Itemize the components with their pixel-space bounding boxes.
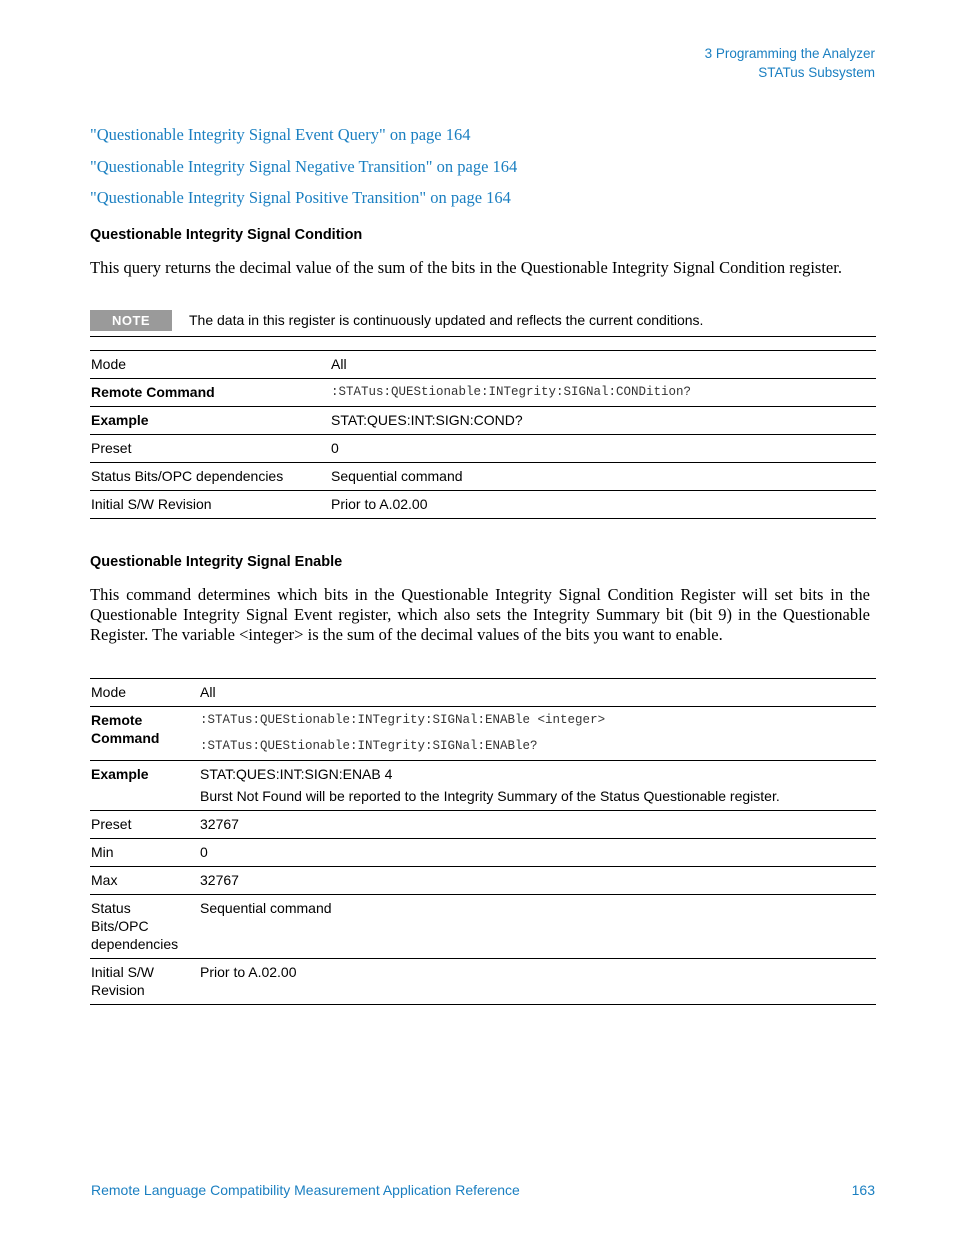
row-value: 32767: [199, 867, 876, 895]
enable-heading: Questionable Integrity Signal Enable: [90, 554, 343, 570]
table-row: [90, 839, 876, 867]
table-row: [90, 959, 876, 1005]
link-event-query[interactable]: "Questionable Integrity Signal Event Query" on page 164: [90, 125, 471, 144]
row-value: All: [330, 351, 876, 379]
table-row: [90, 811, 876, 839]
table-row: [90, 491, 876, 519]
row-label: Example: [90, 761, 199, 811]
section-title: STATus Subsystem: [758, 65, 875, 80]
row-value: Prior to A.02.00: [199, 959, 876, 1005]
link-positive-transition[interactable]: "Questionable Integrity Signal Positive Transition" on page 164: [90, 188, 511, 207]
row-label: Initial S/W Revision: [90, 491, 330, 519]
table-row: [90, 867, 876, 895]
chapter-title: 3 Programming the Analyzer: [704, 46, 875, 61]
condition-heading: Questionable Integrity Signal Condition: [90, 227, 363, 243]
row-label: Remote Command: [90, 379, 330, 407]
related-links: [90, 125, 517, 220]
row-label: Max: [90, 867, 199, 895]
row-value: STAT:QUES:INT:SIGN:ENAB 4 Burst Not Found will be reported to the Integrity Summary of the Status Questionable register.: [199, 761, 876, 811]
row-value: 0: [199, 839, 876, 867]
row-value: Sequential command: [330, 463, 876, 491]
row-label: Mode: [90, 679, 199, 707]
row-label: Status Bits/OPC dependencies: [90, 463, 330, 491]
table-row: [90, 435, 876, 463]
row-label: Initial S/W Revision: [90, 959, 199, 1005]
table-row: [90, 679, 876, 707]
table-row: [90, 761, 876, 811]
note-text: The data in this register is continuously updated and reflects the current conditions.: [189, 312, 704, 328]
enable-description: This command determines which bits in the Questionable Integrity Signal Condition Register will set bits in the Questionable Integrity Signal Event register, which also sets the Integrity Summary bit (bit 9) in the Questionable Register. The variable <integer> is the sum of the decimal values of the bits you want to enable.: [90, 585, 870, 644]
row-value: 32767: [199, 811, 876, 839]
page-number: 163: [851, 1182, 875, 1198]
table-row: [90, 351, 876, 379]
row-label: Status Bits/OPC dependencies: [90, 895, 199, 959]
page-footer: [91, 1182, 875, 1198]
row-label: Mode: [90, 351, 330, 379]
row-value: :STATus:QUEStionable:INTegrity:SIGNal:ENABle <integer> :STATus:QUEStionable:INTegrity:SIGNal:ENABle?: [199, 707, 876, 761]
enable-table: [90, 678, 876, 1005]
row-label: Min: [90, 839, 199, 867]
link-negative-transition[interactable]: "Questionable Integrity Signal Negative Transition" on page 164: [90, 156, 518, 176]
table-row: [90, 707, 876, 761]
row-label: Preset: [90, 435, 330, 463]
table-row: [90, 463, 876, 491]
row-value: 0: [330, 435, 876, 463]
note-badge: NOTE: [90, 310, 172, 331]
condition-table: [90, 350, 876, 519]
document-title: Remote Language Compatibility Measurement Application Reference: [91, 1182, 520, 1198]
row-label: Preset: [90, 811, 199, 839]
row-value: Prior to A.02.00: [330, 491, 876, 519]
table-row: [90, 379, 876, 407]
row-value: :STATus:QUEStionable:INTegrity:SIGNal:CONDition?: [330, 379, 876, 407]
row-value: All: [199, 679, 876, 707]
condition-description: This query returns the decimal value of the sum of the bits in the Questionable Integrity Signal Condition register.: [90, 258, 842, 277]
table-row: [90, 407, 876, 435]
table-row: [90, 895, 876, 959]
row-label: Remote Command: [90, 707, 199, 761]
row-value: STAT:QUES:INT:SIGN:COND?: [330, 407, 876, 435]
row-value: Sequential command: [199, 895, 876, 959]
running-header: [705, 44, 875, 82]
note-box: [90, 310, 876, 332]
row-label: Example: [90, 407, 330, 435]
note-divider: [90, 336, 876, 337]
